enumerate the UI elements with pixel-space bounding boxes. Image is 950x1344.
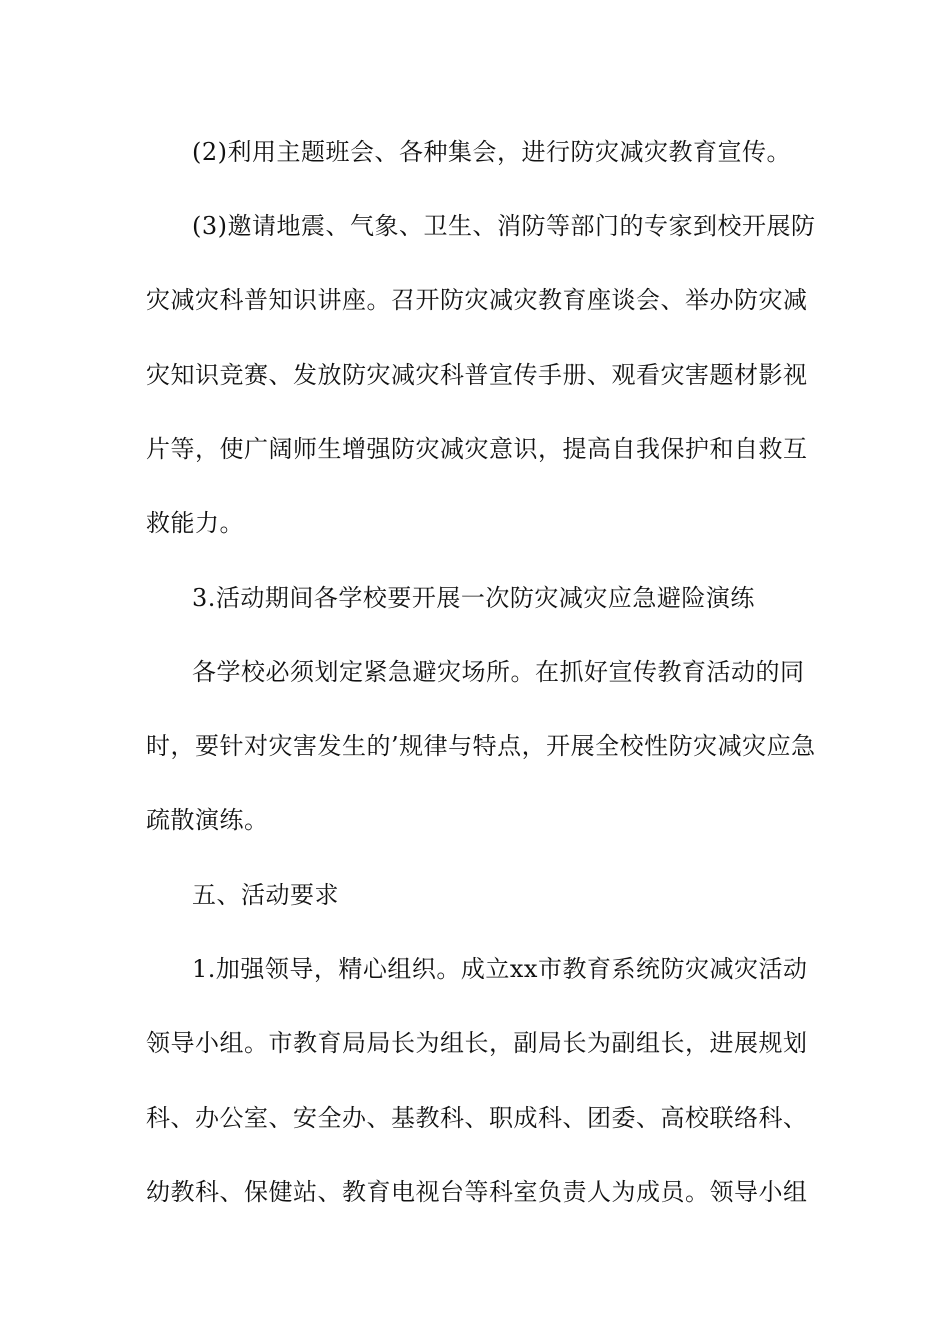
paragraph-line: 灾知识竞赛、发放防灾减灾科普宣传手册、观看灾害题材影视 xyxy=(146,361,808,389)
paragraph-line: 灾减灾科普知识讲座。召开防灾减灾教育座谈会、举办防灾减 xyxy=(146,286,808,314)
paragraph-line: 领导小组。市教育局局长为组长，副局长为副组长，进展规划 xyxy=(146,1029,808,1057)
paragraph-line: 时，要针对灾害发生的’规律与特点，开展全校性防灾减灾应急 xyxy=(146,732,816,760)
paragraph-line: (2)利用主题班会、各种集会，进行防灾减灾教育宣传。 xyxy=(192,138,791,166)
paragraph-line: 疏散演练。 xyxy=(146,806,269,834)
section-heading: 3.活动期间各学校要开展一次防灾减灾应急避险演练 xyxy=(192,584,755,612)
paragraph-line: (3)邀请地震、气象、卫生、消防等部门的专家到校开展防 xyxy=(192,212,816,240)
section-heading: 五、活动要求 xyxy=(192,881,339,909)
paragraph-line: 各学校必须划定紧急避灾场所。在抓好宣传教育活动的同 xyxy=(192,658,805,686)
paragraph-line: 救能力。 xyxy=(146,509,244,537)
paragraph-line: 片等，使广阔师生增强防灾减灾意识，提高自我保护和自救互 xyxy=(146,435,808,463)
paragraph-line: 1.加强领导，精心组织。成立xx市教育系统防灾减灾活动 xyxy=(192,955,808,983)
paragraph-line: 幼教科、保健站、教育电视台等科室负责人为成员。领导小组 xyxy=(146,1178,808,1206)
paragraph-line: 科、办公室、安全办、基教科、职成科、团委、高校联络科、 xyxy=(146,1104,808,1132)
